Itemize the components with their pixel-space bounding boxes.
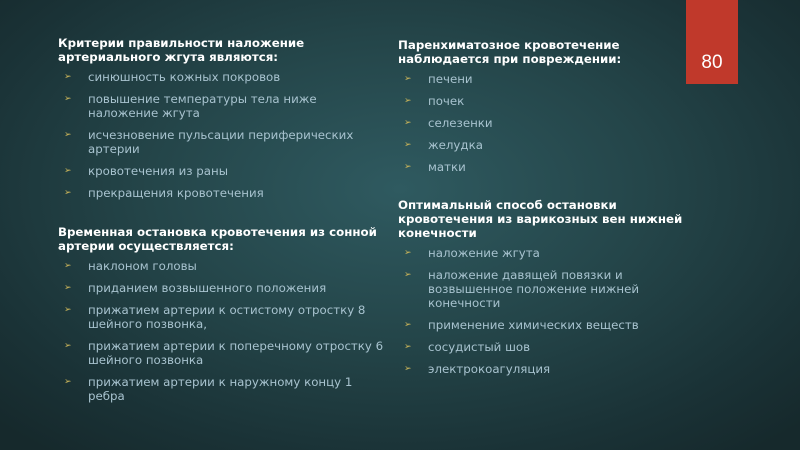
list-item [398, 246, 698, 260]
list-item-text: сосудистый шов [428, 340, 531, 354]
parenchymal-bleeding-list [398, 72, 698, 174]
arrow-bullet-icon: ➢ [404, 248, 412, 258]
arrow-bullet-icon: ➢ [404, 342, 412, 352]
list-item-text: исчезновение пульсации периферических артерии [88, 128, 354, 156]
arrow-bullet-icon: ➢ [64, 166, 72, 176]
list-item [58, 281, 388, 295]
arrow-bullet-icon: ➢ [64, 188, 72, 198]
list-item-text: прижатием артерии к остистому отростку 8 шейного позвонка, [88, 303, 366, 331]
list-item-text: прекращения кровотечения [88, 186, 264, 200]
list-item [58, 303, 388, 331]
parenchymal-bleeding-heading: Паренхиматозное кровотечение наблюдается при повреждении: [398, 38, 622, 66]
list-item-text: печени [428, 72, 473, 86]
list-item-text: желудка [428, 138, 483, 152]
list-item-text: наложение давящей повязки и возвышенное положение нижней конечности [428, 268, 640, 310]
varicose-bleeding-list [398, 246, 698, 376]
list-item [398, 94, 698, 108]
list-item [398, 138, 698, 152]
arrow-bullet-icon: ➢ [404, 140, 412, 150]
arrow-bullet-icon: ➢ [64, 94, 72, 104]
arrow-bullet-icon: ➢ [404, 364, 412, 374]
list-item [58, 92, 388, 120]
arrow-bullet-icon: ➢ [64, 305, 72, 315]
list-item [58, 259, 388, 273]
list-item [58, 70, 388, 84]
arrow-bullet-icon: ➢ [404, 320, 412, 330]
carotid-bleeding-heading: Временная остановка кровотечения из сонной артерии осуществляется: [58, 225, 377, 253]
list-item [398, 362, 698, 376]
list-item [398, 318, 698, 332]
list-item [58, 128, 388, 156]
list-item-text: наклоном головы [88, 259, 197, 273]
list-item-text: синюшность кожных покровов [88, 70, 281, 84]
right-column [398, 38, 698, 384]
arrow-bullet-icon: ➢ [64, 72, 72, 82]
list-item [58, 375, 388, 403]
tourniquet-criteria-list [58, 70, 388, 200]
arrow-bullet-icon: ➢ [404, 118, 412, 128]
list-item-text: почек [428, 94, 465, 108]
list-item [398, 160, 698, 174]
varicose-bleeding-heading: Оптимальный способ остановки кровотечения из варикозных вен нижней конечности [398, 198, 683, 240]
list-item-text: повышение температуры тела ниже наложение жгута [88, 92, 317, 120]
arrow-bullet-icon: ➢ [64, 130, 72, 140]
list-item-text: применение химических веществ [428, 318, 639, 332]
list-item-text: прижатием артерии к поперечному отростку 6 шейного позвонка [88, 339, 384, 367]
list-item-text: кровотечения из раны [88, 164, 229, 178]
list-item [398, 72, 698, 86]
arrow-bullet-icon: ➢ [404, 162, 412, 172]
left-column [58, 36, 388, 411]
arrow-bullet-icon: ➢ [404, 270, 412, 280]
list-item [398, 268, 698, 310]
list-item-text: наложение жгута [428, 246, 540, 260]
list-item-text: электрокоагуляция [428, 362, 551, 376]
list-item [58, 164, 388, 178]
arrow-bullet-icon: ➢ [64, 261, 72, 271]
arrow-bullet-icon: ➢ [64, 283, 72, 293]
arrow-bullet-icon: ➢ [404, 74, 412, 84]
list-item-text: селезенки [428, 116, 493, 130]
list-item-text: матки [428, 160, 466, 174]
list-item-text: прижатием артерии к наружному концу 1 ребра [88, 375, 353, 403]
list-item [58, 339, 388, 367]
arrow-bullet-icon: ➢ [64, 341, 72, 351]
list-item [398, 340, 698, 354]
tourniquet-criteria-heading: Критерии правильности наложение артериального жгута являются: [58, 36, 305, 64]
arrow-bullet-icon: ➢ [404, 96, 412, 106]
page-number: 80 [701, 52, 723, 73]
list-item-text: приданием возвышенного положения [88, 281, 327, 295]
list-item [398, 116, 698, 130]
list-item [58, 186, 388, 200]
arrow-bullet-icon: ➢ [64, 377, 72, 387]
carotid-bleeding-list [58, 259, 388, 403]
